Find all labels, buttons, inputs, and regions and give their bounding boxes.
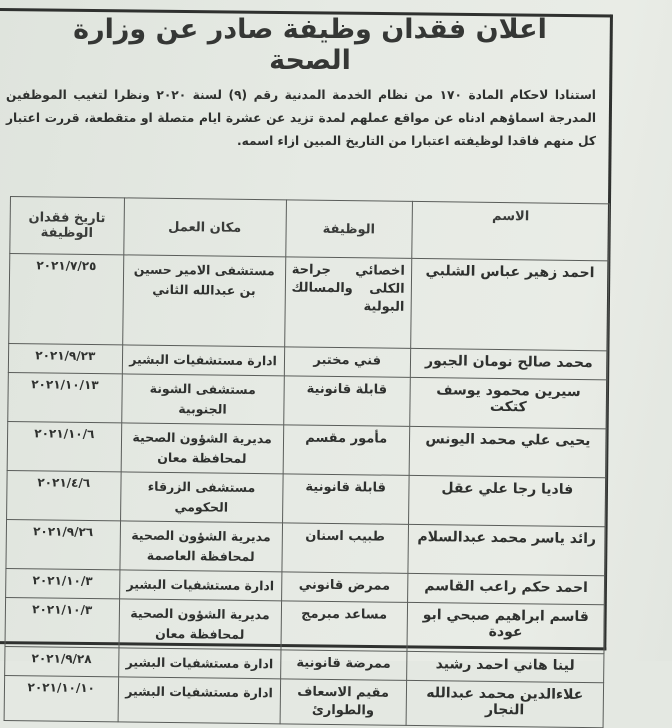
cell-name: قاسم ابراهيم صبحي ابو عودة	[407, 602, 605, 653]
cell-place: ادارة مستشفيات البشير	[122, 345, 285, 376]
cell-name: احمد حكم راعب القاسم	[407, 573, 605, 604]
cell-name: يحيى علي محمد اليونس	[409, 426, 607, 477]
table-row	[7, 421, 607, 477]
cell-date: ٢٠٢١/١٠/١٠	[4, 675, 118, 721]
table-header-row	[10, 197, 610, 261]
header-job: الوظيفة	[285, 200, 412, 259]
cell-job: اخصائي جراحة الكلى والمسالك البولية	[284, 257, 411, 349]
cell-job: ممرض قانوني	[281, 572, 407, 603]
cell-job: مأمور مقسم	[283, 425, 410, 476]
cell-place: ادارة مستشفيات البشير	[119, 570, 282, 601]
cell-date: ٢٠٢١/١٠/٣	[6, 568, 120, 598]
cell-job: فني مختبر	[284, 347, 410, 378]
table-row	[8, 372, 608, 428]
cell-place: ادارة مستشفيات البشير	[118, 648, 281, 679]
cell-job: مساعد مبرمج	[281, 601, 408, 652]
announcement-title: اعلان فقدان وظيفة صادر عن وزارة الصحة	[73, 14, 547, 76]
announcement-intro: استنادا لاحكام المادة ١٧٠ من نظام الخدمة المدنية رقم (٩) لسنة ٢٠٢٠ ونظرا لتغيب الموظفين المدرجة اسماؤهم ادناه عن مواقع عملهم لمدة تزيد عن عشرة ايام متصلة او متقطعة، قررت اعتبار كل منهم فاقدا لوظيفته اعتبارا من التاريخ المبين ازاء اسمه.	[6, 88, 596, 148]
cell-place: مديرية الشؤون الصحية لمحافظة معان	[121, 423, 284, 474]
cell-job: ممرضة قانونية	[280, 650, 406, 681]
table-row	[7, 470, 607, 526]
header-date: تاريخ فقدان الوظيفة	[10, 197, 124, 255]
cell-date: ٢٠٢١/٤/٦	[7, 470, 121, 520]
cell-place: مديرية الشؤون الصحية لمحافظة العاصمة	[119, 521, 282, 572]
cell-date: ٢٠٢١/١٠/٦	[7, 421, 121, 471]
cell-date: ٢٠٢١/٧/٢٥	[9, 254, 124, 345]
cell-job: قابلة قانونية	[283, 376, 410, 427]
cell-job: طبيب اسنان	[282, 523, 409, 574]
cell-date: ٢٠٢١/١٠/٣	[5, 597, 119, 647]
cell-date: ٢٠٢١/٩/٢٨	[5, 646, 119, 676]
cell-name: محمد صالح نومان الجبور	[410, 348, 608, 379]
cell-place: مستشفى الزرقاء الحكومي	[120, 472, 283, 523]
table-row	[4, 675, 604, 727]
cell-name: رائد ياسر محمد عبدالسلام	[408, 524, 606, 575]
cell-name: سيرين محمود يوسف كتكت	[409, 377, 607, 428]
cell-place: ادارة مستشفيات البشير	[118, 677, 281, 724]
table-row	[6, 519, 606, 575]
cell-job: مقيم الاسعاف والطوارئ	[280, 679, 407, 726]
header-place: مكان العمل	[123, 198, 286, 257]
cell-job: قابلة قانونية	[282, 474, 409, 525]
cell-name: فاديا رجا علي عقل	[408, 475, 606, 526]
cell-name: احمد زهير عباس الشلبي	[410, 258, 608, 350]
header-name: الاسم	[412, 201, 610, 260]
cell-place: مستشفى الشونة الجنوبية	[121, 374, 284, 425]
cell-date: ٢٠٢١/٩/٢٣	[8, 343, 122, 373]
cell-name: علاءالدين محمد عبدالله النجار	[406, 680, 604, 727]
employees-table	[4, 196, 610, 728]
cell-date: ٢٠٢١/٩/٢٦	[6, 519, 120, 569]
cell-name: لينا هاني احمد رشيد	[406, 651, 604, 682]
cell-date: ٢٠٢١/١٠/١٣	[8, 372, 122, 422]
table-row	[9, 254, 609, 351]
table-row	[5, 597, 605, 653]
employees-table-container	[4, 196, 610, 728]
cell-place: مديرية الشؤون الصحية لمحافظة معان	[119, 599, 282, 650]
cell-place: مستشفى الامير حسين بن عبدالله الثاني	[122, 255, 285, 347]
